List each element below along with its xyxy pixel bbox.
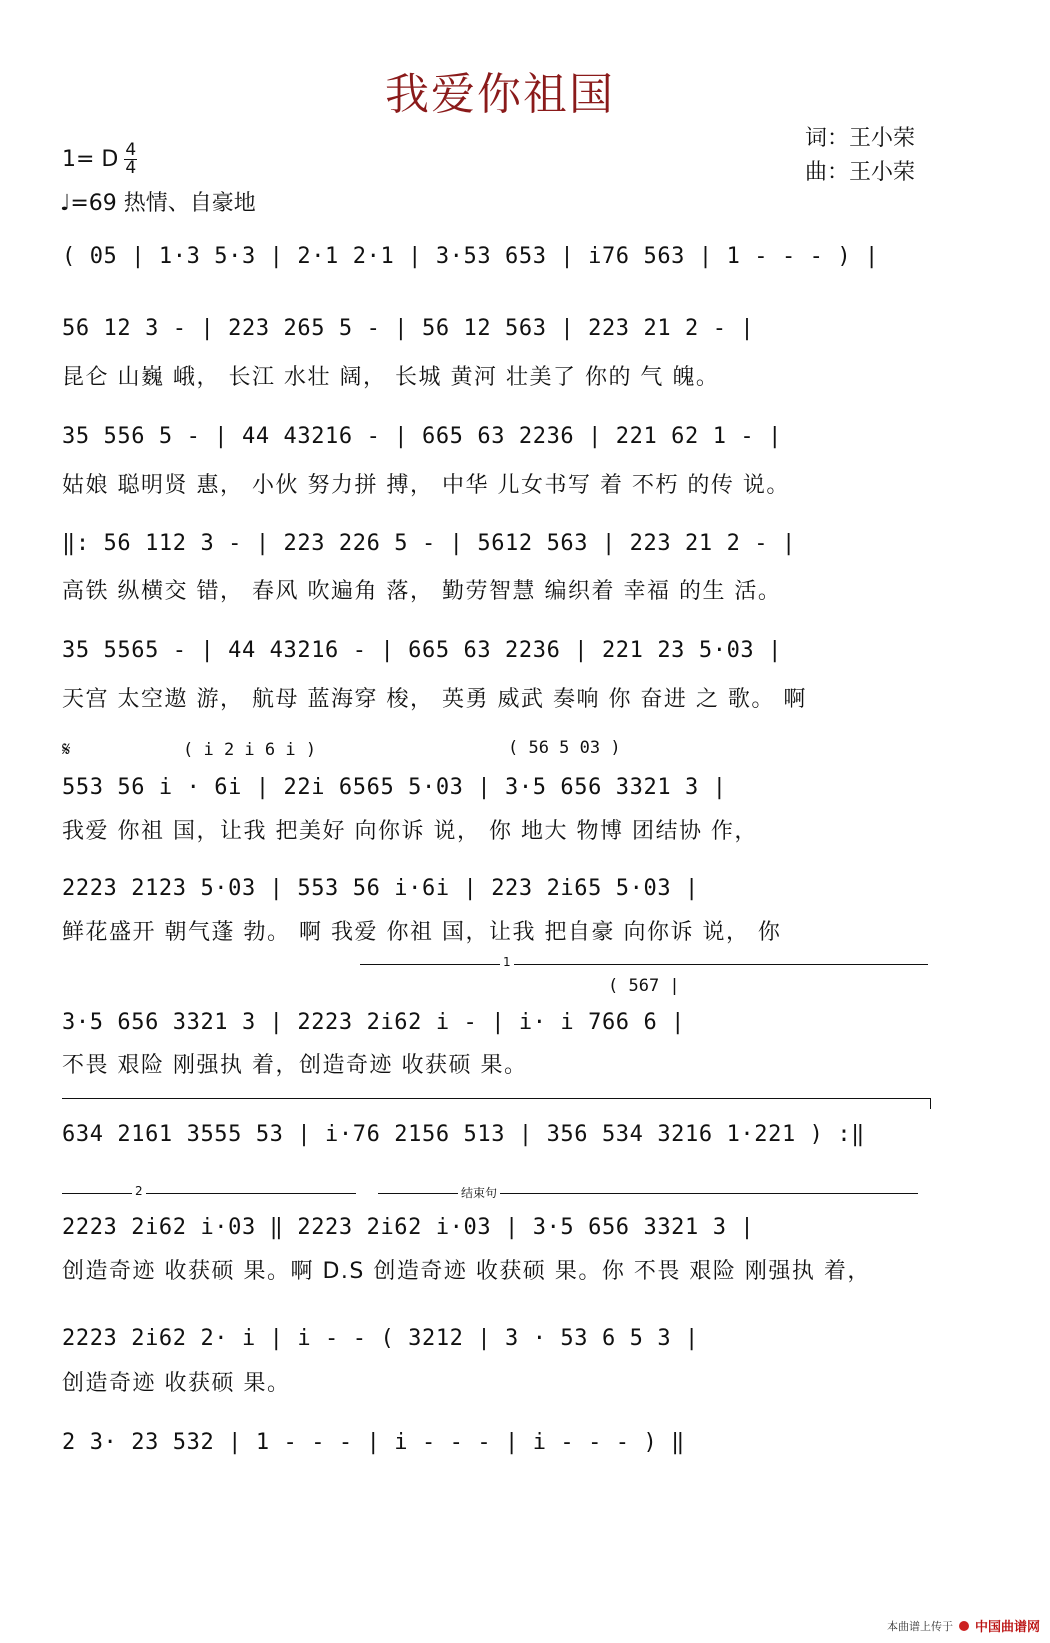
- system-2-lyrics: 昆仑 山巍 峨， 长江 水壮 阔， 长城 黄河 壮美了 你的 气 魄。: [62, 365, 720, 390]
- system-8-notes: 3·5 656 3321 3 | 2223 2i62 i - | i· i 766 6 |: [62, 1010, 686, 1035]
- system-1-notes: ( 05 | 1·3 5·3 | 2·1 2·1 | 3·53 653 | i76 563 | 1 - - - ) |: [62, 244, 879, 269]
- system-11-lyrics: 创造奇迹 收获硕 果。: [62, 1371, 291, 1396]
- key-label: 1= D: [62, 147, 119, 172]
- footer-text: 本曲谱上传于: [886, 1619, 953, 1633]
- system-12-notes: 2 3· 23 532 | 1 - - - | i - - - | i - - - ) ‖: [62, 1430, 686, 1455]
- system-3-lyrics: 姑娘 聪明贤 惠， 小伙 努力拼 搏， 中华 儿女书写 着 不朽 的传 说。: [62, 473, 790, 498]
- tempo-marking: ♩=69 热情、自豪地: [60, 191, 256, 216]
- system-7-notes: 2223 2123 5·03 | 553 56 i·6i | 223 2i65 5·03 |: [62, 876, 699, 901]
- system-4-lyrics: 高铁 纵横交 错， 春风 吹遍角 落， 勤劳智慧 编织着 幸福 的生 活。: [62, 579, 782, 604]
- system-5-lyrics: 天宫 太空遨 游， 航母 蓝海穿 梭， 英勇 威武 奏响 你 奋进 之 歌。 啊: [62, 687, 807, 712]
- system-10-lyrics: 创造奇迹 收获硕 果。啊 D.S 创造奇迹 收获硕 果。你 不畏 艰险 刚强执 着，: [62, 1259, 871, 1284]
- lyricist-credit: 词：王小荣: [805, 126, 916, 151]
- system-8-lyrics: 不畏 艰险 刚强执 着，创造奇迹 收获硕 果。: [62, 1053, 528, 1078]
- time-bottom: 4: [125, 158, 137, 178]
- time-top: 4: [125, 140, 137, 160]
- key-signature: [62, 142, 137, 177]
- ornament-paren-2: ( 56 5 03 ): [508, 738, 621, 758]
- system-6-lyrics: 我爱 你祖 国，让我 把美好 向你诉 说， 你 地大 物博 团结协 作，: [62, 819, 758, 844]
- ending-bracket: [378, 1186, 918, 1204]
- footer-watermark: [887, 1616, 1040, 1635]
- composer-credit: 曲：王小荣: [805, 160, 916, 185]
- system-6-notes: 553 56 i · 6i | 22i 6565 5·03 | 3·5 656 3321 3 |: [62, 775, 727, 800]
- system-3-notes: 35 556 5 - | 44 43216 - | 665 63 2236 | 221 62 1 - |: [62, 424, 782, 449]
- system-2-notes: 56 12 3 - | 223 265 5 - | 56 12 563 | 223 21 2 - |: [62, 316, 755, 341]
- site-logo-icon: [959, 1621, 969, 1631]
- system-4-notes: ‖: 56 112 3 - | 223 226 5 - | 5612 563 | 223 21 2 - |: [62, 531, 796, 556]
- system-9-notes: 634 2161 3555 53 | i·76 2156 513 | 356 534 3216 1·221 ) :‖: [62, 1122, 866, 1147]
- time-signature: [124, 142, 137, 177]
- segno-sign: 𝄋: [62, 737, 71, 761]
- ending-label: 结束句: [458, 1184, 500, 1201]
- ornament-paren-1: ( i 2 i 6 i ): [183, 740, 317, 760]
- volta-2-bracket: [62, 1184, 356, 1204]
- repeat-bracket: [62, 1098, 931, 1109]
- volta-2-label: 2: [132, 1184, 146, 1198]
- footer-site: 中国曲谱网: [974, 1620, 1040, 1635]
- system-10-notes: 2223 2i62 i·03 ‖ 2223 2i62 i·03 | 3·5 656 3321 3 |: [62, 1215, 755, 1240]
- system-7-lyrics: 鲜花盛开 朝气蓬 勃。 啊 我爱 你祖 国，让我 把自豪 向你诉 说， 你: [62, 920, 782, 945]
- credits: [805, 122, 915, 190]
- system-11-notes: 2223 2i62 2· i | i - - ( 3212 | 3 · 53 6 5 3 |: [62, 1326, 699, 1351]
- ornament-paren-3: ( 567 |: [608, 976, 680, 996]
- volta-1-label: 1: [500, 955, 514, 969]
- system-5-notes: 35 5565 - | 44 43216 - | 665 63 2236 | 221 23 5·03 |: [62, 638, 782, 663]
- song-title: 我爱你祖国: [385, 69, 615, 120]
- volta-1-bracket: [360, 955, 928, 975]
